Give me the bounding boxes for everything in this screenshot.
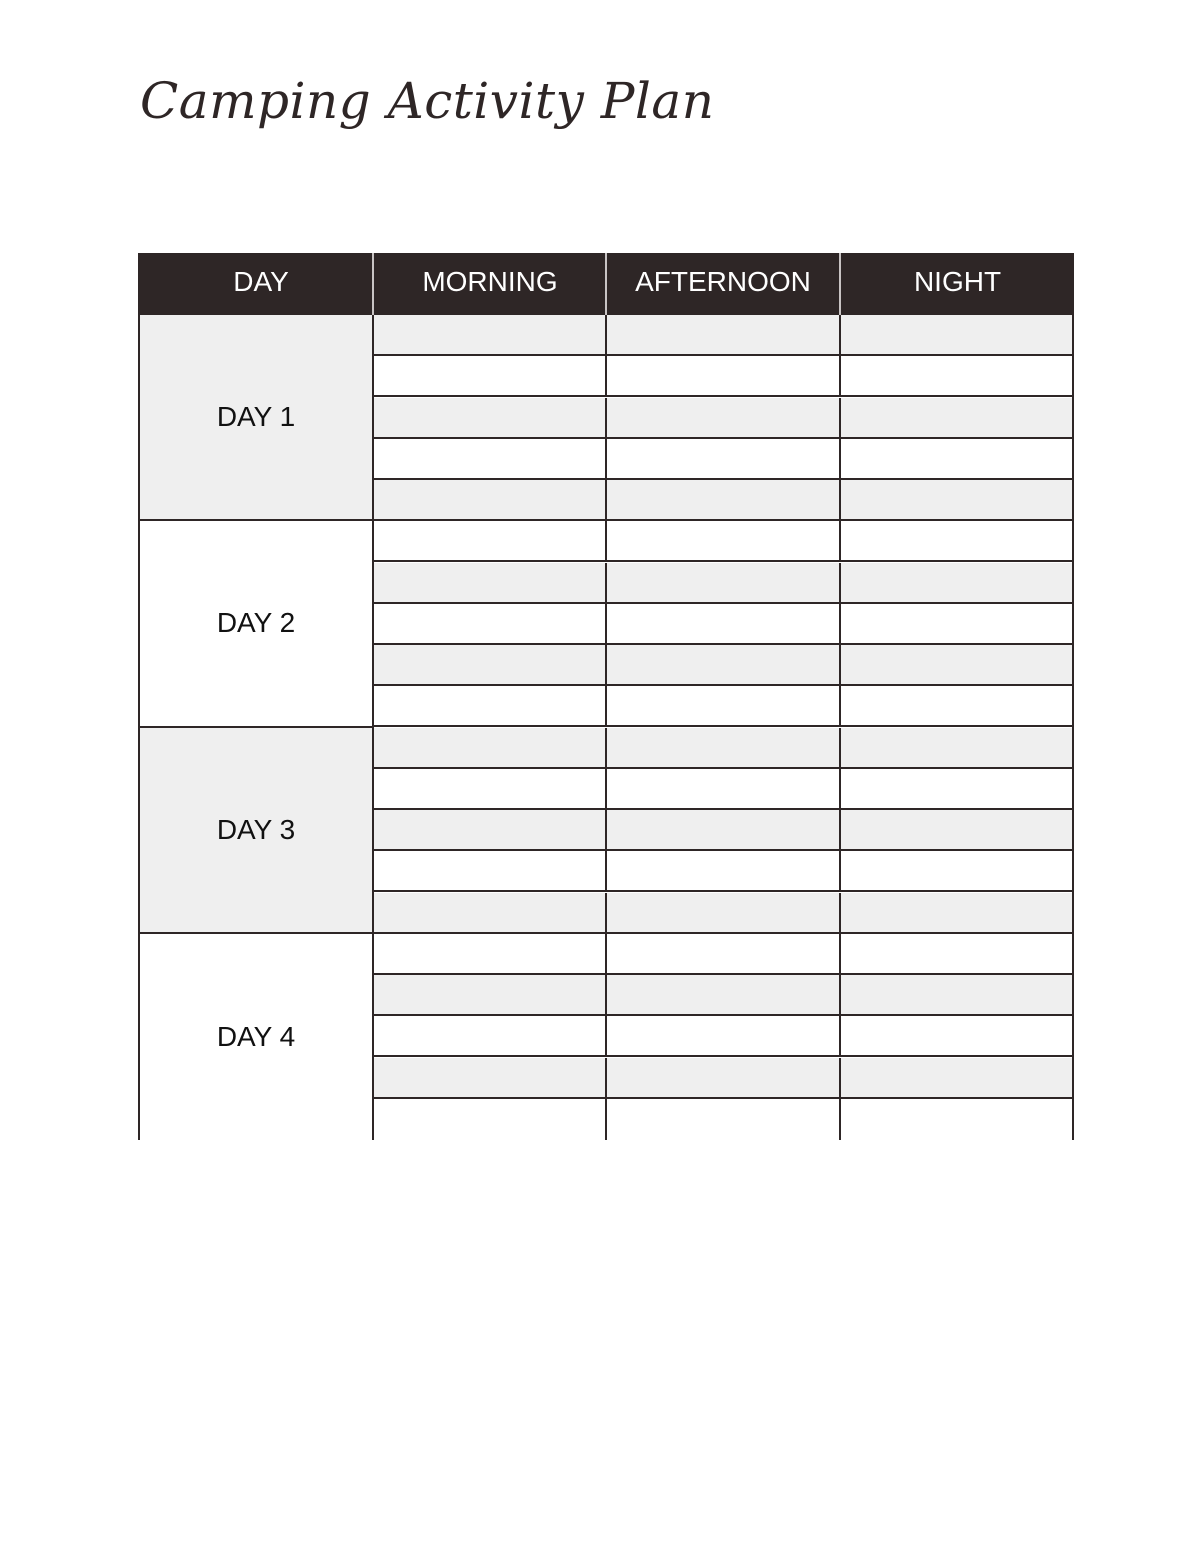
slot-cell-morning[interactable]: [374, 563, 607, 604]
table-row: [374, 810, 1072, 851]
slot-cell-afternoon[interactable]: [607, 645, 841, 686]
slot-cell-morning[interactable]: [374, 645, 607, 686]
table-row: [374, 480, 1072, 521]
slot-cell-night[interactable]: [841, 851, 1072, 892]
slot-cell-night[interactable]: [841, 893, 1072, 934]
activity-plan-table: [138, 253, 1074, 1140]
slot-cell-morning[interactable]: [374, 1099, 607, 1140]
slot-cell-afternoon[interactable]: [607, 975, 841, 1016]
slot-cell-afternoon[interactable]: [607, 769, 841, 810]
table-row: [374, 728, 1072, 769]
table-row: [374, 893, 1072, 934]
day-block-4: [140, 934, 1072, 1140]
slot-cell-afternoon[interactable]: [607, 686, 841, 727]
table-row: [374, 439, 1072, 480]
slot-cell-afternoon[interactable]: [607, 563, 841, 604]
table-row: [374, 563, 1072, 604]
slot-cell-night[interactable]: [841, 1058, 1072, 1099]
slot-cell-afternoon[interactable]: [607, 934, 841, 975]
table-body: [138, 315, 1074, 1140]
slot-cell-night[interactable]: [841, 645, 1072, 686]
day-label: DAY 1: [140, 315, 374, 521]
slot-cell-night[interactable]: [841, 934, 1072, 975]
table-row: [374, 975, 1072, 1016]
slot-cell-morning[interactable]: [374, 810, 607, 851]
slot-cell-night[interactable]: [841, 604, 1072, 645]
slot-cell-afternoon[interactable]: [607, 1099, 841, 1140]
slot-cell-morning[interactable]: [374, 1016, 607, 1057]
slot-cell-morning[interactable]: [374, 439, 607, 480]
slot-cell-night[interactable]: [841, 728, 1072, 769]
header-night: NIGHT: [839, 253, 1074, 315]
table-row: [374, 934, 1072, 975]
slot-cell-morning[interactable]: [374, 686, 607, 727]
slot-cell-morning[interactable]: [374, 893, 607, 934]
slot-cell-night[interactable]: [841, 563, 1072, 604]
table-row: [374, 686, 1072, 727]
slot-cell-afternoon[interactable]: [607, 1058, 841, 1099]
day-label: DAY 4: [140, 934, 374, 1140]
slot-cell-morning[interactable]: [374, 356, 607, 397]
day-label: DAY 2: [140, 521, 374, 727]
slot-cell-morning[interactable]: [374, 480, 607, 521]
day-block-1: [140, 315, 1072, 521]
table-row: [374, 1016, 1072, 1057]
day-block-2: [140, 521, 1072, 727]
header-afternoon: AFTERNOON: [605, 253, 839, 315]
slot-cell-morning[interactable]: [374, 934, 607, 975]
slot-cell-afternoon[interactable]: [607, 810, 841, 851]
table-header-row: [138, 253, 1074, 315]
page-title: Camping Activity Plan: [140, 72, 715, 130]
header-morning: MORNING: [372, 253, 606, 315]
slot-cell-night[interactable]: [841, 398, 1072, 439]
day-label: DAY 3: [140, 728, 374, 934]
slot-cell-afternoon[interactable]: [607, 521, 841, 562]
slot-cell-morning[interactable]: [374, 975, 607, 1016]
slot-cell-afternoon[interactable]: [607, 315, 841, 356]
slot-cell-night[interactable]: [841, 975, 1072, 1016]
table-row: [374, 769, 1072, 810]
slot-cell-morning[interactable]: [374, 521, 607, 562]
slot-cell-afternoon[interactable]: [607, 893, 841, 934]
header-day: DAY: [233, 266, 289, 297]
slot-cell-morning[interactable]: [374, 315, 607, 356]
table-row: [374, 1099, 1072, 1140]
slot-cell-morning[interactable]: [374, 851, 607, 892]
slot-cell-afternoon[interactable]: [607, 728, 841, 769]
slot-cell-morning[interactable]: [374, 604, 607, 645]
table-row: [374, 356, 1072, 397]
slot-cell-afternoon[interactable]: [607, 480, 841, 521]
slot-cell-night[interactable]: [841, 480, 1072, 521]
table-row: [374, 315, 1072, 356]
slot-cell-afternoon[interactable]: [607, 398, 841, 439]
slot-cell-night[interactable]: [841, 769, 1072, 810]
slot-cell-night[interactable]: [841, 439, 1072, 480]
table-row: [374, 604, 1072, 645]
table-row: [374, 645, 1072, 686]
slot-cell-night[interactable]: [841, 521, 1072, 562]
slot-cell-afternoon[interactable]: [607, 604, 841, 645]
slot-cell-afternoon[interactable]: [607, 851, 841, 892]
slot-cell-morning[interactable]: [374, 1058, 607, 1099]
slot-cell-night[interactable]: [841, 810, 1072, 851]
slot-cell-night[interactable]: [841, 315, 1072, 356]
slot-cell-morning[interactable]: [374, 769, 607, 810]
slot-cell-afternoon[interactable]: [607, 439, 841, 480]
table-row: [374, 521, 1072, 562]
slot-cell-night[interactable]: [841, 686, 1072, 727]
slot-cell-morning[interactable]: [374, 398, 607, 439]
slot-cell-afternoon[interactable]: [607, 1016, 841, 1057]
table-row: [374, 398, 1072, 439]
day-block-3: [140, 728, 1072, 934]
slot-cell-morning[interactable]: [374, 728, 607, 769]
slot-cell-night[interactable]: [841, 1016, 1072, 1057]
slot-cell-afternoon[interactable]: [607, 356, 841, 397]
slot-cell-night[interactable]: [841, 356, 1072, 397]
table-row: [374, 851, 1072, 892]
slot-cell-night[interactable]: [841, 1099, 1072, 1140]
table-row: [374, 1058, 1072, 1099]
